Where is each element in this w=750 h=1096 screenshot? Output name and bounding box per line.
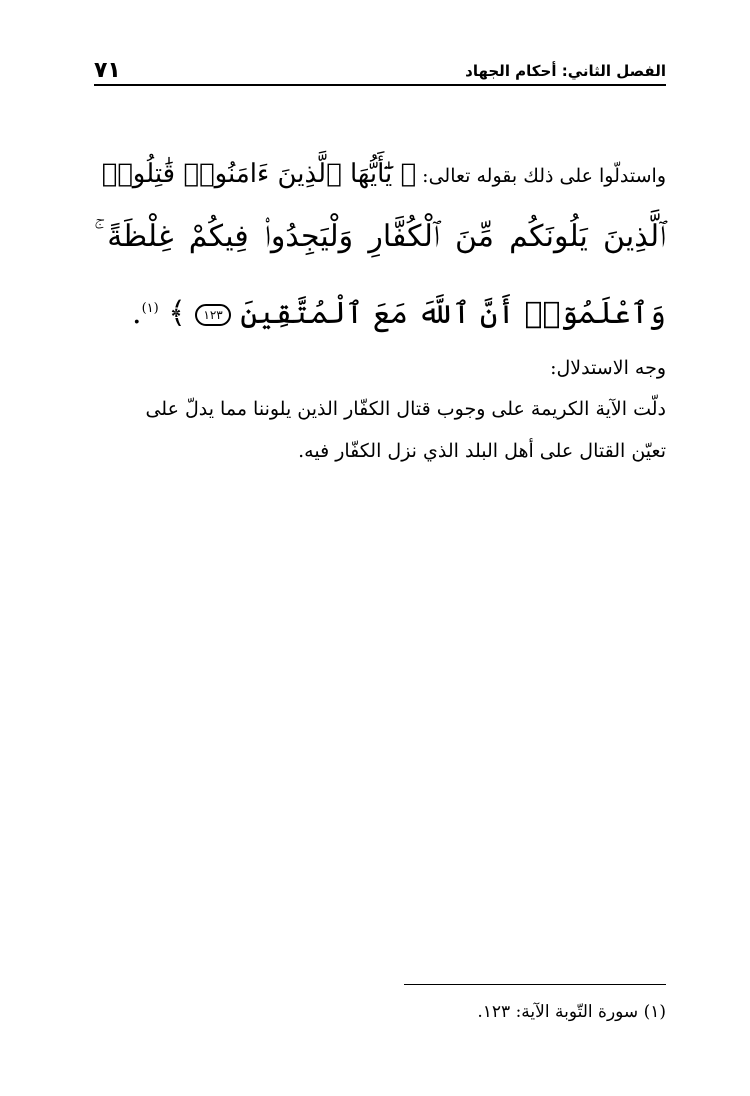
text-line-1 — [94, 152, 666, 198]
footnote-reference: (١) — [141, 301, 159, 316]
verse-close-bracket: ﴾ — [168, 296, 196, 331]
section-heading: وجه الاستدلال: — [550, 357, 666, 379]
verse-part-1: ﴿ يَٰٓأَيُّهَا ٱلَّذِينَ ءَامَنُوا۟ قَٰتِلُوا۟ — [101, 159, 417, 189]
chapter-title: الفصل الثاني: أحكام الجهاد — [465, 62, 666, 80]
ayah-number-marker: ١٢٣ — [195, 304, 230, 326]
verse-line-2: ٱلَّذِينَ يَلُونَكُم مِّنَ ٱلْكُفَّارِ وَلْيَجِدُوا۟ فِيكُمْ غِلْظَةً ۚ — [94, 219, 666, 254]
paragraph-line-2: تعيّن القتال على أهل البلد الذي نزل الكفّار فيه. — [298, 440, 666, 462]
page-number: ٧١ — [94, 58, 121, 83]
line-end-period: . — [132, 296, 142, 331]
text-line-3 — [94, 282, 666, 341]
header-rule — [94, 84, 666, 86]
intro-text: واستدلّوا على ذلك بقوله تعالى: — [416, 165, 666, 187]
paragraph-line-1: دلّت الآية الكريمة على وجوب قتال الكفّار الذين يلوننا مما يدلّ على — [145, 398, 666, 420]
footnote: (١) سورة التّوبة الآية: ١٢٣. — [477, 1002, 666, 1022]
verse-part-3: وَٱعْلَمُوٓا۟ أَنَّ ٱللَّهَ مَعَ ٱلْمُتَّقِينَ — [240, 296, 666, 331]
page-header — [94, 58, 666, 88]
footnote-separator — [404, 984, 666, 985]
body-paragraph — [94, 388, 666, 472]
